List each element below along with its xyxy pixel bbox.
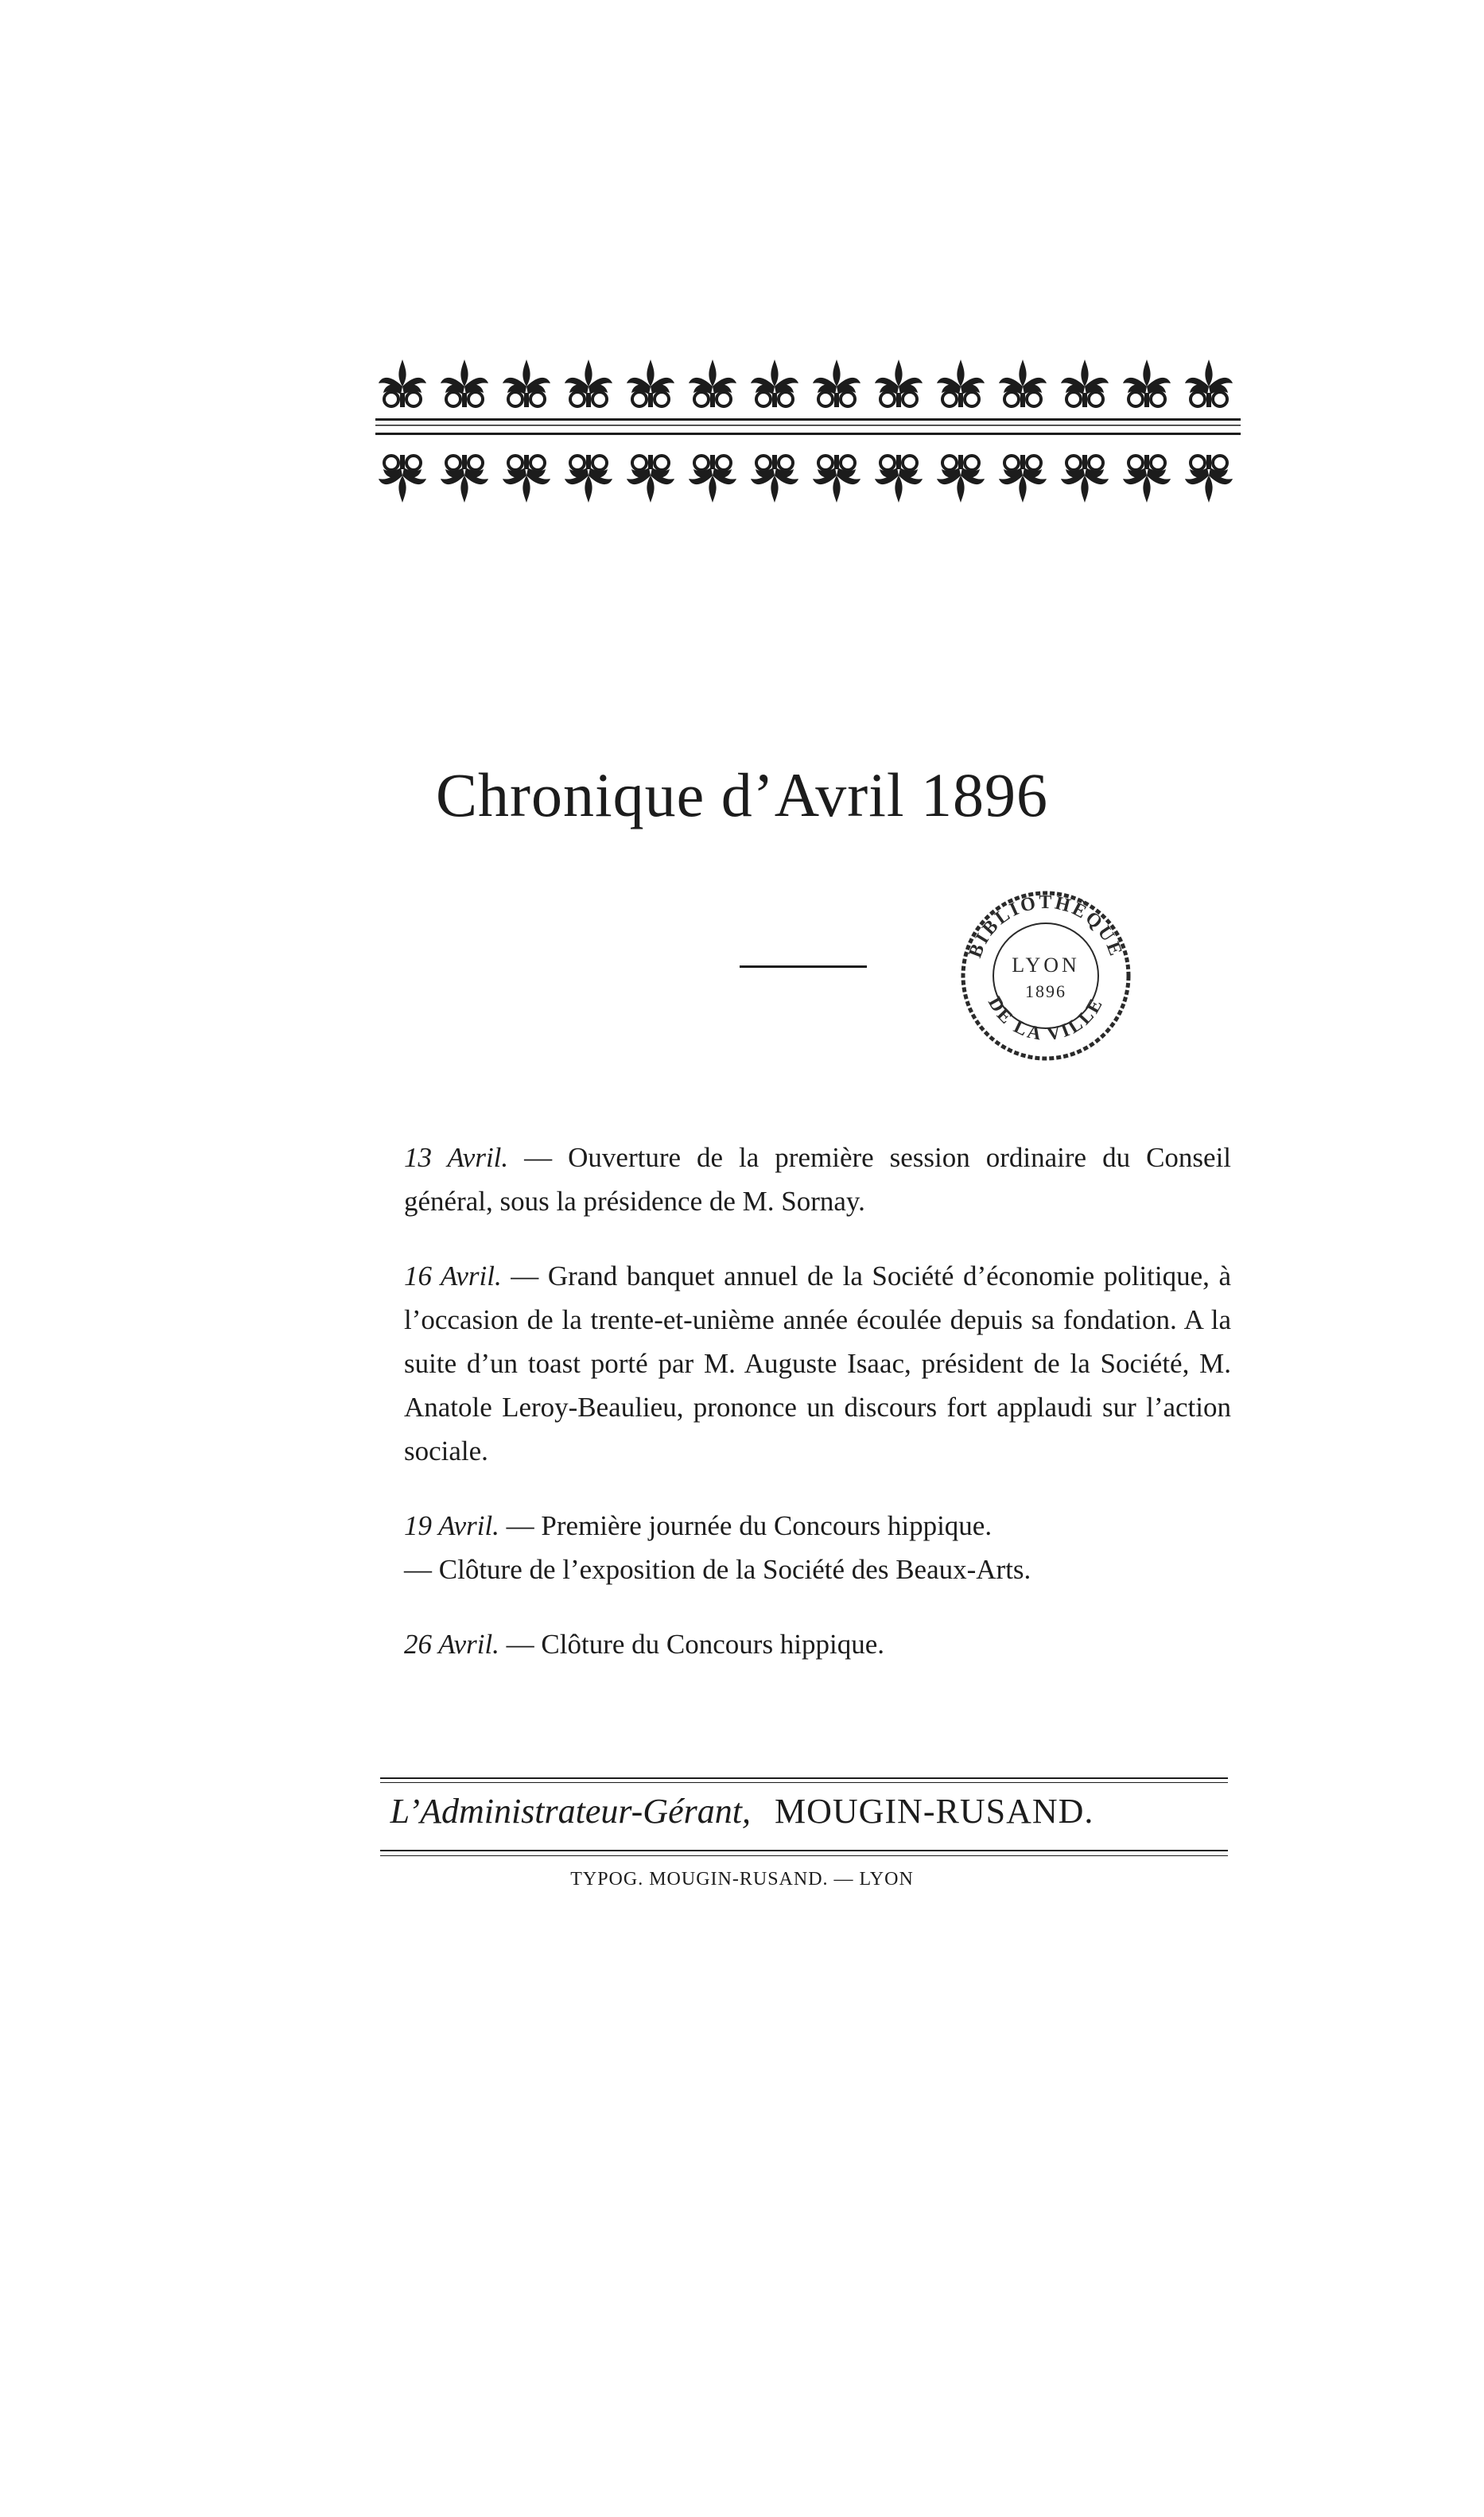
page-title: Chronique d’Avril 1896: [435, 760, 1049, 829]
entry-date: 13 Avril.: [404, 1142, 509, 1173]
stamp-bottom-text: DE LA VILLE: [983, 993, 1109, 1046]
printer-imprint: TYPOG. MOUGIN-RUSAND. — LYON: [570, 1869, 914, 1890]
entry-extra-text: — Clôture de l’exposition de la Société des Beaux-Arts.: [404, 1554, 1031, 1585]
signature-role: L’Administrateur-Gérant,: [390, 1792, 751, 1831]
chronicle-entry: [404, 1254, 1231, 1473]
svg-text:BIBLIOTHÈQUE: [965, 892, 1126, 961]
chronicle-body: [404, 1136, 1231, 1697]
signature-name: MOUGIN-RUSAND.: [774, 1792, 1094, 1831]
chronicle-entry: [404, 1504, 1231, 1591]
stamp-date: 1896: [1025, 981, 1066, 1001]
signature-line: [0, 1791, 1484, 1831]
entry-text: — Première journée du Concours hippique.: [506, 1510, 993, 1541]
entry-text: — Clôture du Concours hippique.: [506, 1629, 885, 1660]
stamp-top-text: BIBLIOTHÈQUE: [965, 891, 1127, 961]
footer-rule-top-thin: [380, 1782, 1228, 1783]
entry-text: — Grand banquet annuel de la Société d’économie politique, à l’occasion de la trente-et-unième année écoulée depuis sa fondation. A la suite d’un toast porté par M. Auguste Isaac, président de la Société, M. Anatole Leroy-Beaulieu, prononce un discours fort applaudi sur l’action sociale.: [404, 1260, 1232, 1466]
library-stamp-icon: [954, 884, 1137, 1067]
title-divider: [740, 965, 867, 968]
footer-rule-top: [380, 1777, 1228, 1779]
chronicle-entry: [404, 1622, 1231, 1666]
stamp-city: LYON: [1012, 954, 1080, 977]
footer-rule-bottom: [380, 1850, 1228, 1851]
entry-text: — Ouverture de la première session ordinaire du Conseil général, sous la présidence de M. Sornay.: [404, 1142, 1232, 1217]
entry-date: 16 Avril.: [404, 1260, 502, 1292]
ornament-band-icon: [375, 350, 1241, 509]
svg-text:DE LA VILLE: [984, 993, 1108, 1045]
entry-date: 26 Avril.: [404, 1629, 499, 1660]
footer-rule-bottom-thin: [380, 1855, 1228, 1856]
chronicle-entry: [404, 1136, 1231, 1223]
entry-date: 19 Avril.: [404, 1510, 499, 1541]
